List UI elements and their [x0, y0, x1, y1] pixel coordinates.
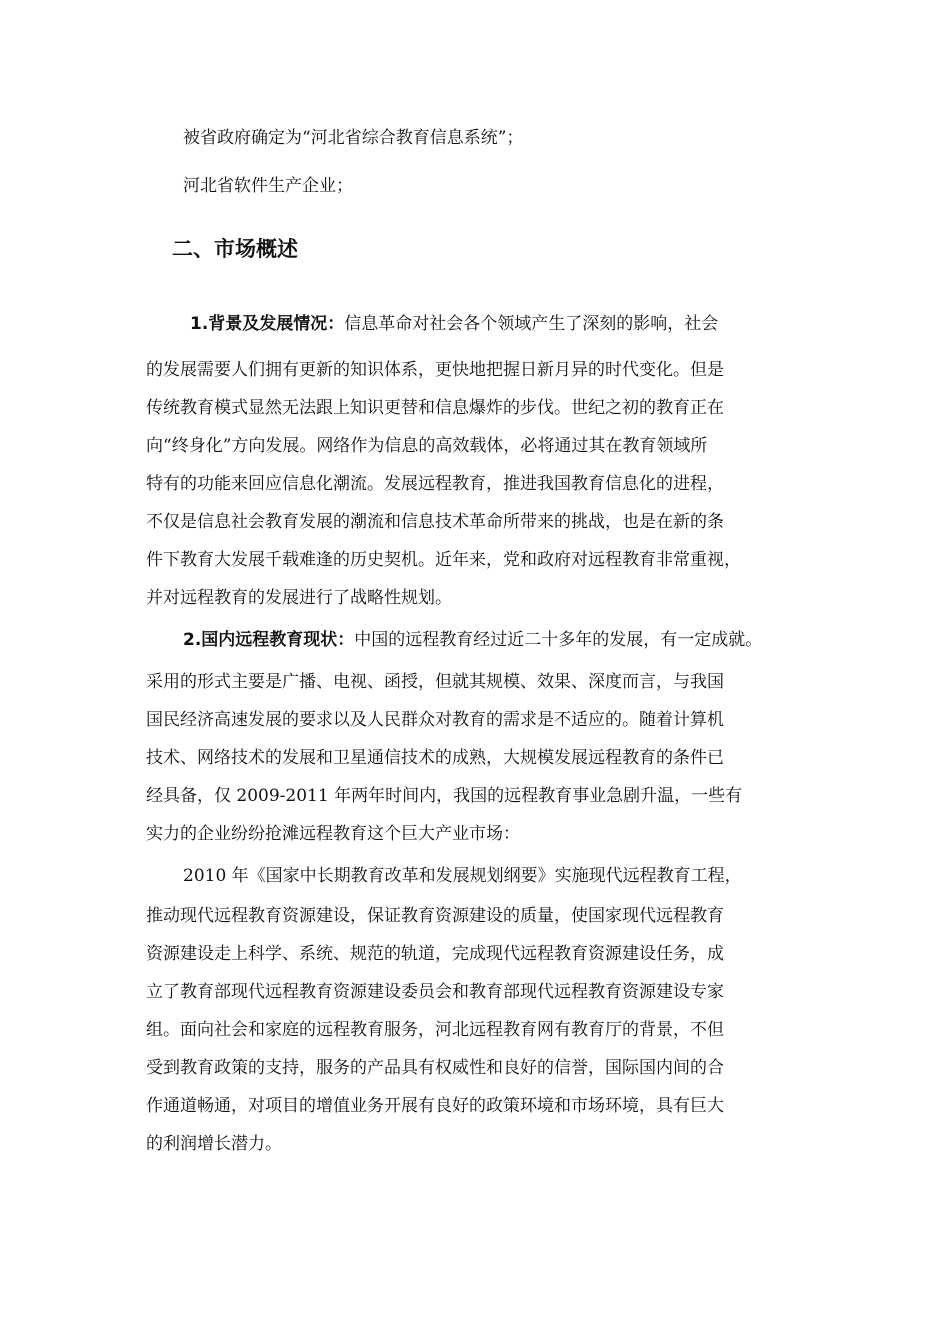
para2-line-4: 经具备，仅 2009-2011 年两年时间内，我国的远程教育事业急剧升温，一些有 — [146, 786, 743, 806]
para1-line-5: 不仅是信息社会教育发展的潮流和信息技术革命所带来的挑战，也是在新的条 — [146, 512, 724, 532]
para1-first-line — [190, 314, 718, 334]
para1-line-2: 传统教育模式显然无法跟上知识更替和信息爆炸的步伐。世纪之初的教育正在 — [146, 398, 724, 418]
para1-lead: 1.背景及发展情况： — [190, 314, 345, 334]
para3-line-4: 组。面向社会和家庭的远程教育服务，河北远程教育网有教育厅的背景，不但 — [146, 1020, 724, 1040]
para3-line-7: 的利润增长潜力。 — [146, 1134, 282, 1154]
intro-line-2: 河北省软件生产企业； — [183, 176, 353, 196]
para2-line-3: 技术、网络技术的发展和卫星通信技术的成熟，大规模发展远程教育的条件已 — [146, 748, 724, 768]
para3-line-1: 推动现代远程教育资源建设，保证教育资源建设的质量，使国家现代远程教育 — [146, 906, 724, 926]
para2-line-2: 国民经济高速发展的要求以及人民群众对教育的需求是不适应的。随着计算机 — [146, 710, 724, 730]
para2-first-line — [183, 630, 762, 650]
para3-line-2: 资源建设走上科学、系统、规范的轨道，完成现代远程教育资源建设任务，成 — [146, 944, 724, 964]
para1-line-1: 的发展需要人们拥有更新的知识体系，更快地把握日新月异的时代变化。但是 — [146, 360, 724, 380]
para2-line-1: 采用的形式主要是广播、电视、函授，但就其规模、效果、深度而言，与我国 — [146, 672, 724, 692]
intro-line-1: 被省政府确定为“河北省综合教育信息系统”； — [183, 128, 524, 148]
para1-line-6: 件下教育大发展千载难逢的历史契机。近年来，党和政府对远程教育非常重视， — [146, 550, 741, 570]
para2-lead: 2.国内远程教育现状： — [183, 630, 355, 650]
para1-line-3: 向“终身化”方向发展。网络作为信息的高效载体，必将通过其在教育领域所 — [146, 436, 708, 456]
section-heading: 二、市场概述 — [172, 237, 298, 261]
para3-line-5: 受到教育政策的支持，服务的产品具有权威性和良好的信誉，国际国内间的合 — [146, 1058, 724, 1078]
para1-line-7: 并对远程教育的发展进行了战略性规划。 — [146, 588, 452, 608]
para3-line-6: 作通道畅通，对项目的增值业务开展有良好的政策环境和市场环境，具有巨大 — [146, 1096, 724, 1116]
para2-line-0: 中国的远程教育经过近二十多年的发展，有一定成就。 — [354, 630, 763, 650]
para3-line-3: 立了教育部现代远程教育资源建设委员会和教育部现代远程教育资源建设专家 — [146, 982, 724, 1002]
para3-line-0: 2010 年《国家中长期教育改革和发展规划纲要》实施现代远程教育工程， — [183, 866, 742, 886]
para1-line-0: 信息革命对社会各个领域产生了深刻的影响，社会 — [344, 314, 719, 334]
para1-line-4: 特有的功能来回应信息化潮流。发展远程教育，推进我国教育信息化的进程， — [146, 474, 724, 494]
para2-line-5: 实力的企业纷纷抢滩远程教育这个巨大产业市场： — [146, 824, 520, 844]
